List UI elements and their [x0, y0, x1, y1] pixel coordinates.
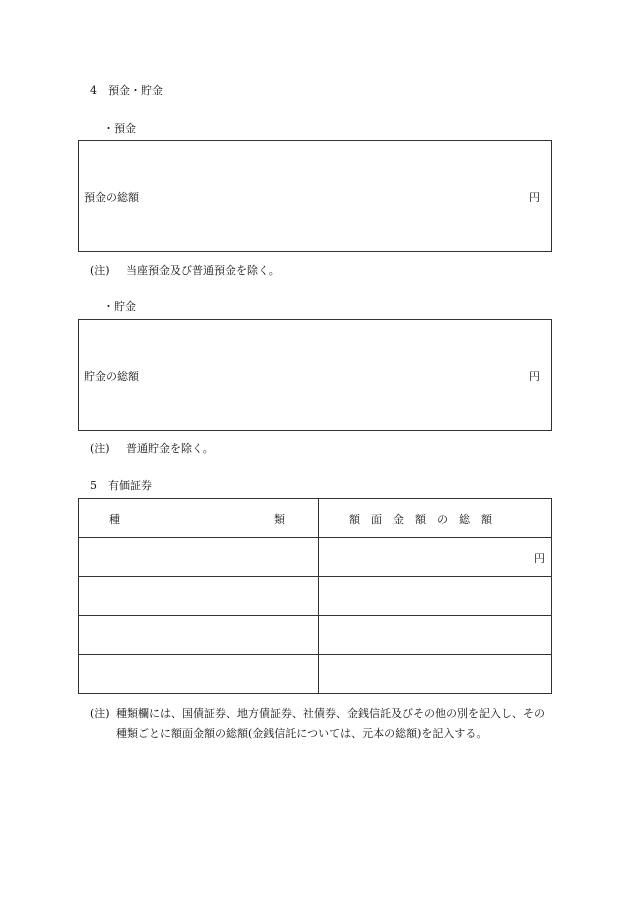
- deposit-total-label: 預金の総額: [84, 191, 139, 204]
- table-row: [79, 655, 552, 694]
- savings-total-box: [78, 319, 552, 431]
- securities-note: [90, 704, 560, 744]
- kind-cell: [79, 616, 319, 655]
- section-4-heading: 4 預金・貯金: [90, 84, 163, 97]
- deposit-unit: 円: [529, 191, 540, 204]
- section-5-heading: 5 有価証券: [90, 479, 152, 492]
- savings-note: 普通貯金を除く。: [126, 442, 214, 455]
- savings-total-label: 貯金の総額: [84, 370, 139, 383]
- header-amount: [319, 499, 552, 538]
- amount-cell: [319, 655, 552, 694]
- header-kind-left: 種: [109, 513, 120, 526]
- amount-unit: 円: [534, 552, 545, 565]
- deposit-subheading: ・預金: [103, 122, 136, 135]
- savings-unit: 円: [529, 370, 540, 383]
- kind-cell: [79, 655, 319, 694]
- header-amount-label: 額 面 金 額 の 総 額: [349, 513, 492, 526]
- deposit-note: 当座預金及び普通預金を除く。: [126, 264, 280, 277]
- table-row: [79, 577, 552, 616]
- table-header-row: [79, 499, 552, 538]
- securities-note-body: 種類欄には、国債証券、地方債証券、社債券、金銭信託及びその他の別を記入し、その種類ごとに額面金額の総額(金銭信託については、元本の総額)を記入する。: [116, 707, 545, 740]
- table-row: [79, 538, 552, 577]
- table-row: [79, 616, 552, 655]
- amount-cell: [319, 616, 552, 655]
- kind-cell: [79, 538, 319, 577]
- deposit-total-box: [78, 140, 552, 252]
- deposit-note-tag: (注): [90, 264, 110, 277]
- amount-cell: [319, 577, 552, 616]
- savings-note-tag: (注): [90, 442, 110, 455]
- kind-cell: [79, 577, 319, 616]
- header-kind: [79, 499, 319, 538]
- header-kind-right: 類: [274, 513, 285, 526]
- securities-table: [78, 498, 552, 694]
- savings-subheading: ・貯金: [103, 300, 136, 313]
- securities-note-tag: (注): [90, 707, 110, 720]
- amount-cell: [319, 538, 552, 577]
